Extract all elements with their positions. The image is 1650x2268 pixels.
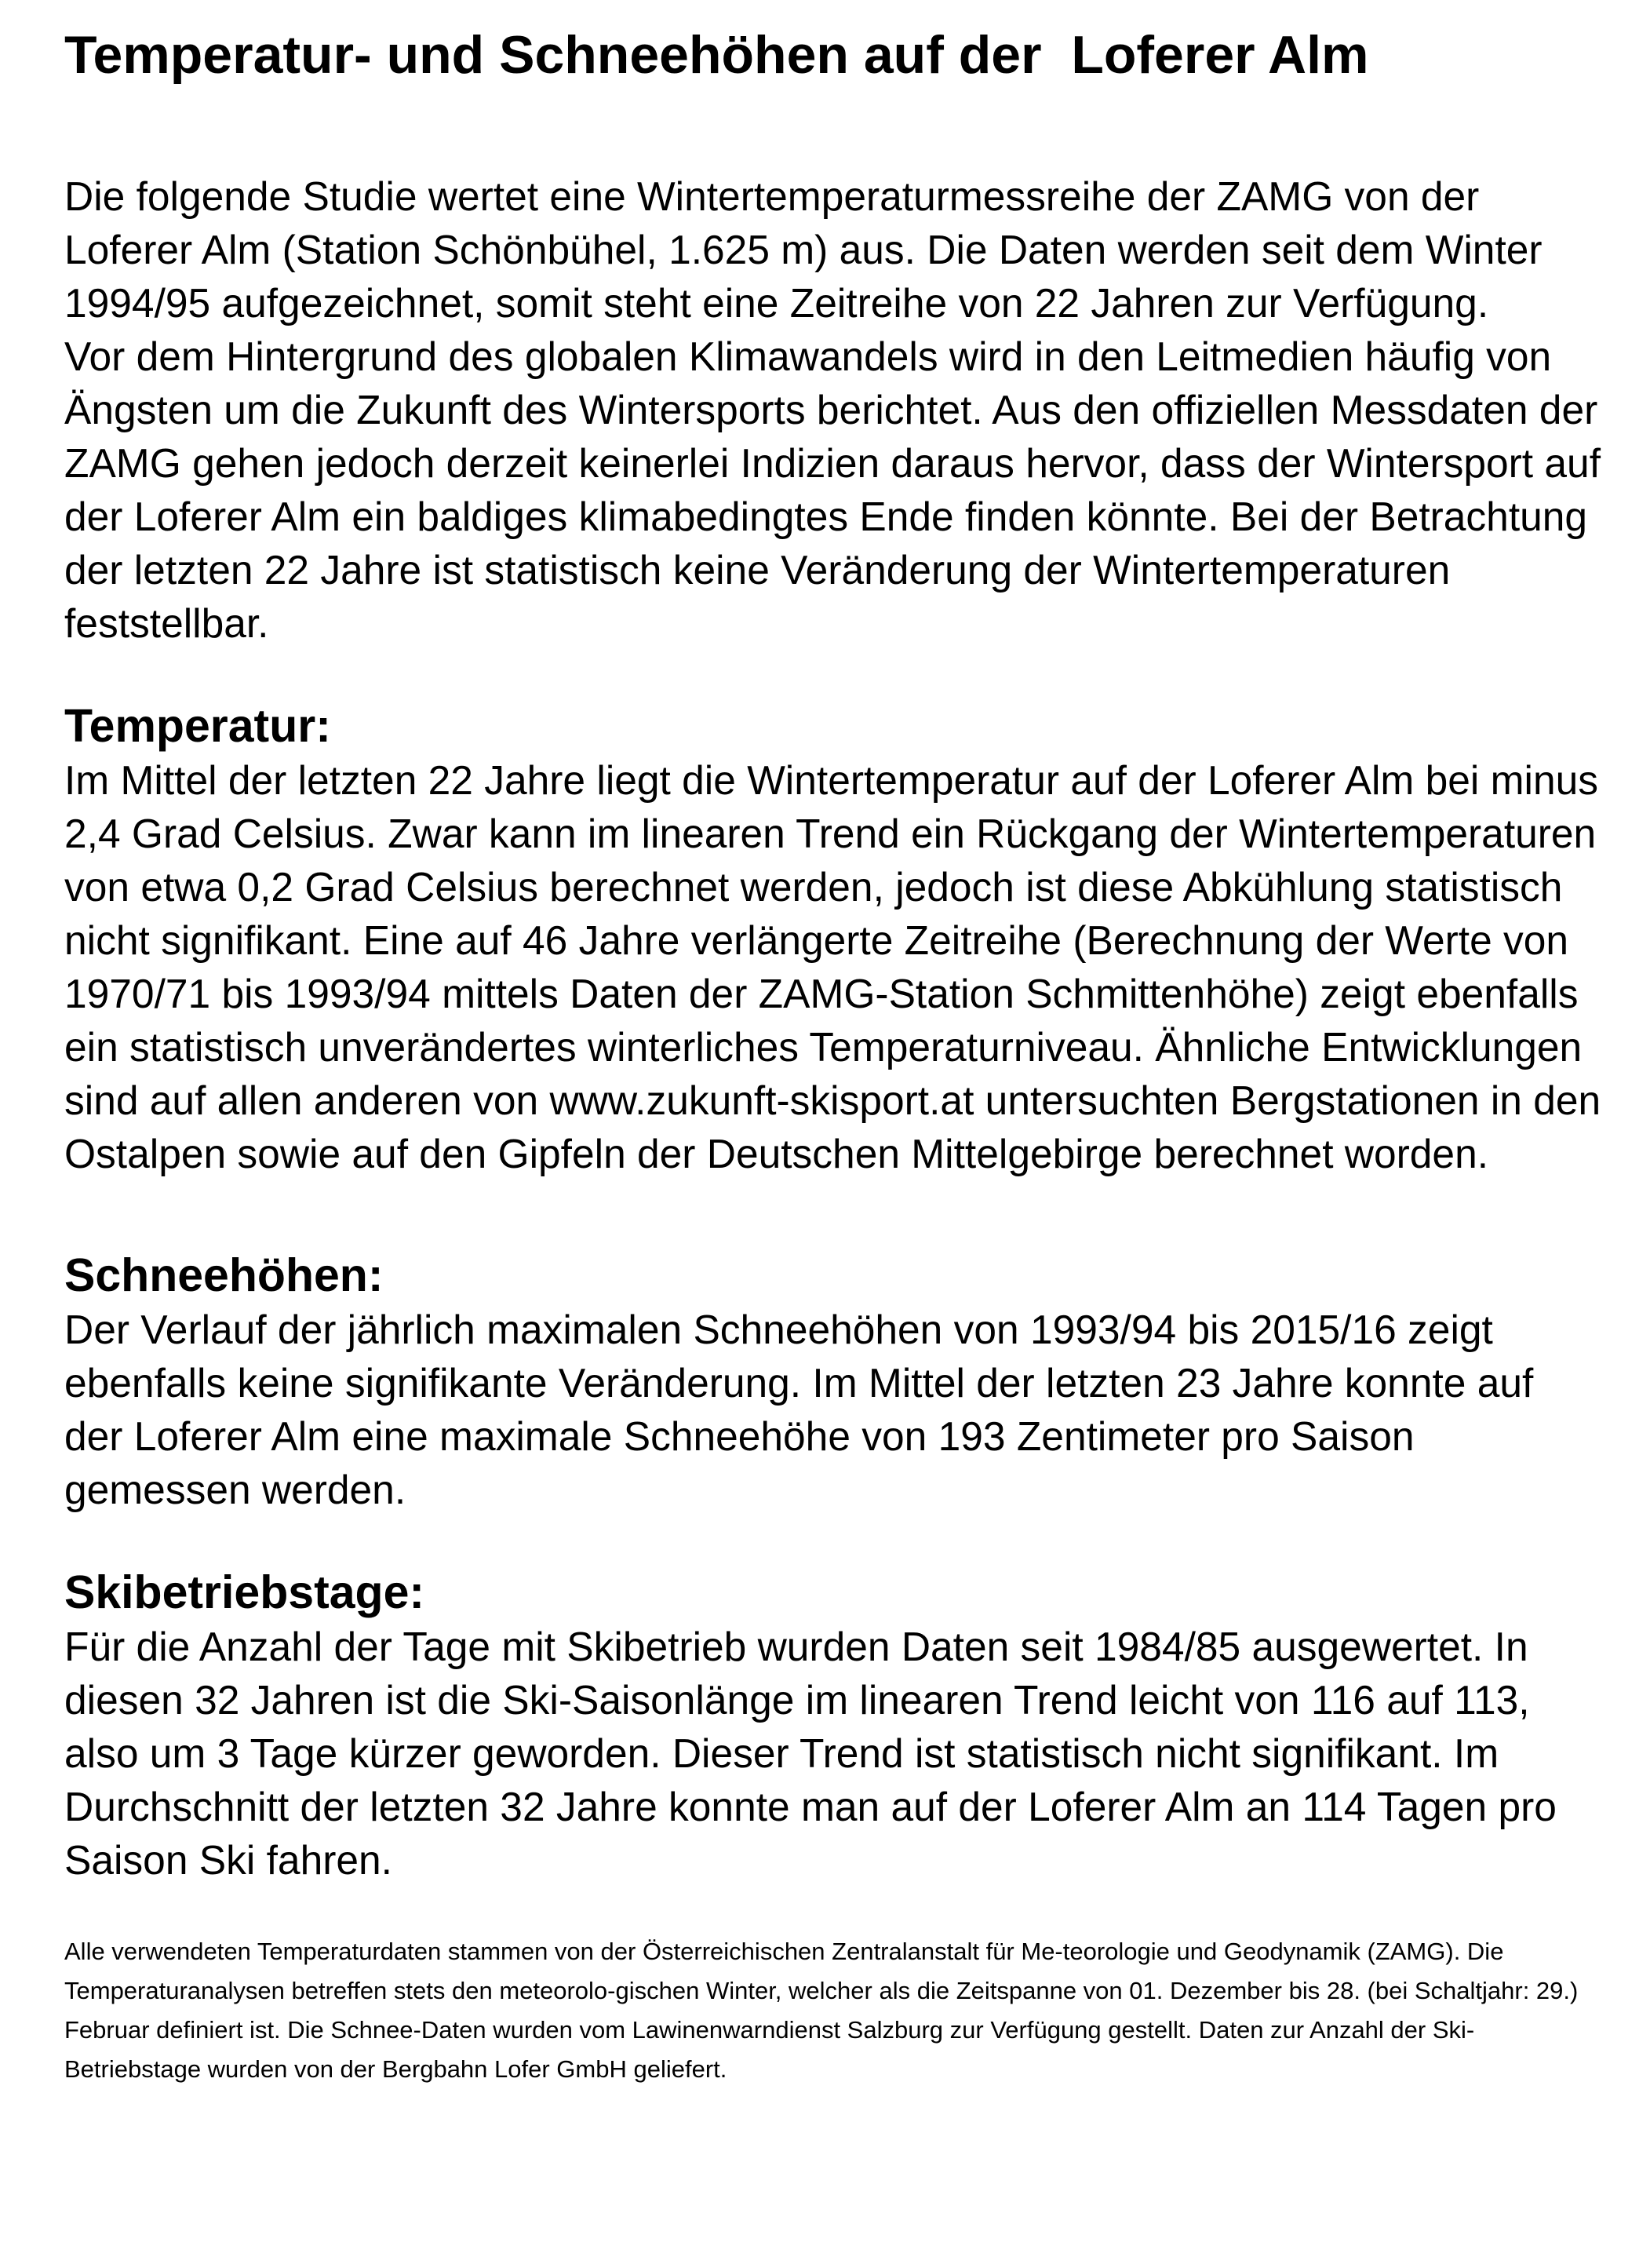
section-text-temperatur: Im Mittel der letzten 22 Jahre liegt die Wintertemperatur auf der Loferer Alm bei minus 2,4 Grad Celsius. Zwar kann im linearen Trend ein Rückgang der Wintertemperaturen von etwa 0,2 Grad Celsius berechnet werden, jedoch ist diese Abkühlung statistisch nicht signifikant. Eine auf 46 Jahre verlängerte Zeitreihe (Berechnung der Werte von 1970/71 bis 1993/94 mittels Daten der ZAMG-Station Schmittenhöhe) zeigt ebenfalls ein statistisch unverändertes winterliches Temperaturniveau. Ähnliche Entwicklungen sind auf allen anderen von www.zukunft-skisport.at untersuchten Bergstationen in den Ostalpen sowie auf den Gipfeln der Deutschen Mittelgebirge berechnet worden. bbox=[64, 757, 1601, 1176]
section-heading-schneehoehen: Schneehöhen: bbox=[64, 1249, 384, 1301]
intro-paragraph-climate: Vor dem Hintergrund des globalen Klimawandels wird in den Leitmedien häufig von Ängsten um die Zukunft des Wintersports berichtet. Aus den offiziellen Messdaten der ZAMG gehen jedoch derzeit keinerlei Indizien daraus hervor, dass der Wintersport auf der Loferer Alm ein baldiges klimabedingtes Ende finden könnte. Bei der Betrachtung der letzten 22 Jahre ist statistisch keine Veränderung der Wintertemperaturen feststellbar. bbox=[64, 334, 1601, 646]
section-text-schneehoehen: Der Verlauf der jährlich maximalen Schneehöhen von 1993/94 bis 2015/16 zeigt ebenfalls keine signifikante Veränderung. Im Mittel der letzten 23 Jahre konnte auf der Loferer Alm eine maximale Schneehöhe von 193 Zentimeter pro Saison gemessen werden. bbox=[64, 1307, 1534, 1512]
section-heading-temperatur: Temperatur: bbox=[64, 700, 331, 752]
section-text-skibetriebstage: Für die Anzahl der Tage mit Skibetrieb wurden Daten seit 1984/85 ausgewertet. In diesen 32 Jahren ist die Ski-Saisonlänge im linearen Trend leicht von 116 auf 113, also um 3 Tage kürzer geworden. Dieser Trend ist statistisch nicht signifikant. Im Durchschnitt der letzten 32 Jahre konnte man auf der Loferer Alm an 114 Tagen pro Saison Ski fahren. bbox=[64, 1624, 1557, 1883]
intro-paragraph-study: Die folgende Studie wertet eine Wintertemperaturmessreihe der ZAMG von der Loferer Alm (Station Schönbühel, 1.625 m) aus. Die Daten werden seit dem Winter 1994/95 aufgezeichnet, somit steht eine Zeitreihe von 22 Jahren zur Verfügung. bbox=[64, 173, 1543, 326]
section-heading-skibetriebstage: Skibetriebstage: bbox=[64, 1566, 425, 1618]
footnote: Alle verwendeten Temperaturdaten stammen von der Österreichischen Zentralanstalt für Me-teorologie und Geodynamik (ZAMG). Die Temperaturanalysen betreffen stets den meteorolo-gischen Winter, welcher als die Zeitspanne von 01. Dezember bis 28. (bei Schaltjahr: 29.) Februar definiert ist. Die Schnee-Daten wurden vom Lawinenwarndienst Salzburg zur Verfügung gestellt. Daten zur Anzahl der Ski-Betriebstage wurden von der Bergbahn Lofer GmbH geliefert. bbox=[64, 1938, 1579, 2083]
document-title: Temperatur- und Schneehöhen auf der Loferer Alm bbox=[64, 25, 1369, 85]
document-page bbox=[64, 22, 1602, 2089]
